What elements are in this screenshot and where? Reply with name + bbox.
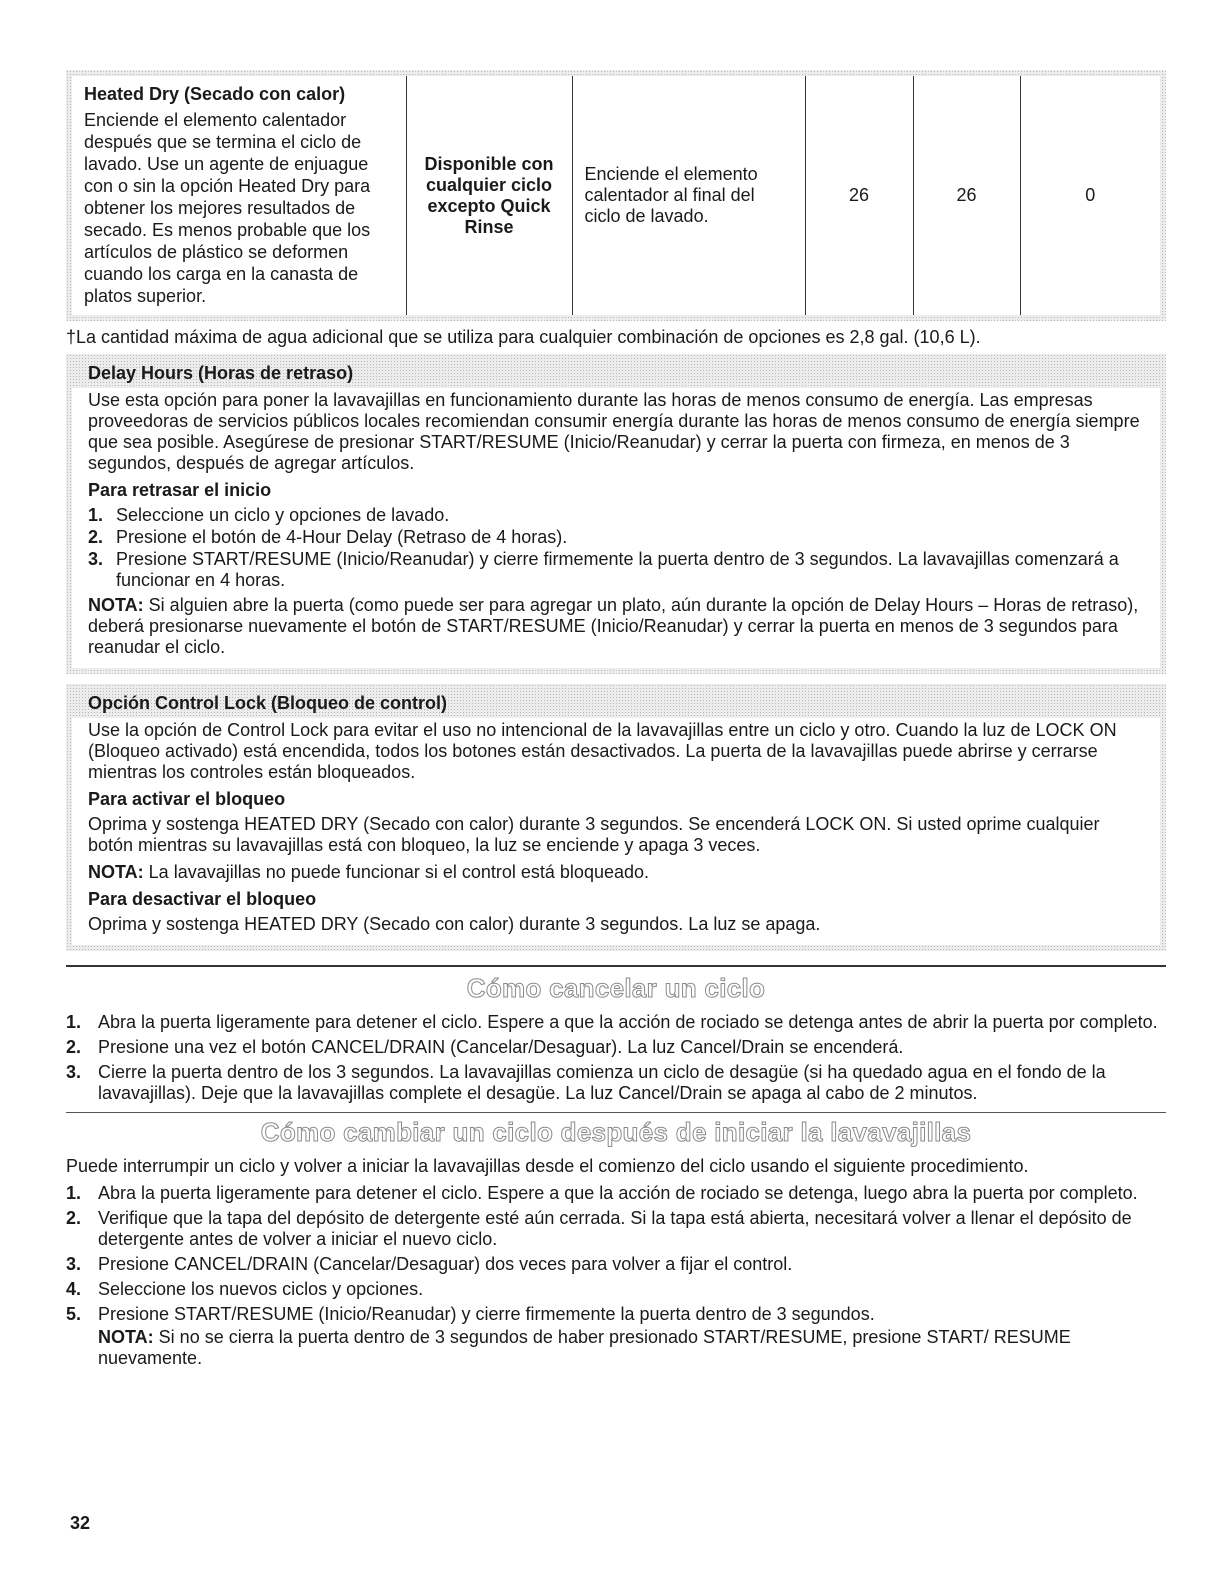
value-cell-1: 26	[805, 76, 913, 315]
step-text: Presione el botón de 4-Hour Delay (Retraso de 4 horas).	[116, 527, 568, 547]
change-section-body	[66, 1156, 1166, 1369]
note-text: Si no se cierra la puerta dentro de 3 segundos de haber presionado START/RESUME, presione START/ RESUME nuevamente.	[98, 1327, 1071, 1368]
step-text: Seleccione los nuevos ciclos y opciones.	[98, 1279, 424, 1299]
step-number: 1.	[88, 505, 104, 525]
step-text: Verifique que la tapa del depósito de detergente esté aún cerrada. Si la tapa está abierta, necesitará volver a llenar el depósito de detergente antes de volver a iniciar el nuevo ciclo.	[98, 1208, 1132, 1249]
step-number: 2.	[66, 1037, 82, 1057]
list-item	[88, 549, 1148, 591]
step-number: 1.	[66, 1012, 82, 1032]
delay-hours-body	[72, 388, 1160, 668]
lock-activate-heading: Para activar el bloqueo	[88, 789, 286, 809]
section-divider	[66, 1112, 1166, 1113]
lock-deactivate-heading: Para desactivar el bloqueo	[88, 889, 317, 909]
step-number: 2.	[66, 1208, 82, 1228]
step-text: Abra la puerta ligeramente para detener el ciclo. Espere a que la acción de rociado se detenga, luego abra la puerta por completo.	[98, 1183, 1138, 1203]
step-number: 3.	[66, 1254, 82, 1274]
cancel-section-body	[66, 1012, 1166, 1104]
change-section-title: Cómo cambiar un ciclo después de iniciar la lavavajillas	[260, 1117, 972, 1147]
lock-deactivate-text: Oprima y sostenga HEATED DRY (Secado con calor) durante 3 segundos. La luz se apaga.	[88, 914, 821, 934]
availability-cell: Disponible con cualquier ciclo excepto Quick Rinse	[406, 76, 572, 315]
list-item	[66, 1279, 1166, 1300]
step-number: 1.	[66, 1183, 82, 1203]
delay-note	[88, 595, 1148, 658]
note-text: Si alguien abre la puerta (como puede ser para agregar un plato, aún durante la opción de Delay Hours – Horas de retraso), deberá presionarse nuevamente el botón de START/RESUME (Inicio/Reanudar) y cerrar la puerta en menos de 3 segundos para reanudar el ciclo.	[88, 595, 1139, 657]
page-number: 32	[70, 1513, 91, 1533]
step-text: Presione START/RESUME (Inicio/Reanudar) y cierre firmemente la puerta dentro de 3 segundos. La lavavajillas comenzará a funcionar en 4 horas.	[116, 549, 1119, 590]
step-number: 5.	[66, 1304, 82, 1324]
list-item	[88, 527, 1148, 548]
step-number: 4.	[66, 1279, 82, 1299]
note-label: NOTA:	[98, 1327, 154, 1347]
delay-subheading: Para retrasar el inicio	[88, 480, 272, 500]
list-item	[66, 1012, 1166, 1033]
step-text: Presione START/RESUME (Inicio/Reanudar) y cierre firmemente la puerta dentro de 3 segundos.	[98, 1304, 875, 1324]
list-item	[66, 1304, 1166, 1369]
delay-steps	[88, 505, 1148, 591]
option-cell	[72, 76, 406, 315]
step-text: Abra la puerta ligeramente para detener el ciclo. Espere a que la acción de rociado se detenga antes de abrir la puerta por completo.	[98, 1012, 1158, 1032]
list-item	[66, 1254, 1166, 1275]
value-cell-2: 26	[913, 76, 1020, 315]
note-label: NOTA:	[88, 595, 144, 615]
value-cell-3: 0	[1020, 76, 1160, 315]
note-label: NOTA:	[88, 862, 144, 882]
options-table	[72, 76, 1160, 315]
list-item	[66, 1183, 1166, 1204]
delay-hours-title: Delay Hours (Horas de retraso)	[88, 363, 354, 383]
options-table-frame	[66, 70, 1166, 321]
step-text: Seleccione un ciclo y opciones de lavado.	[116, 505, 450, 525]
lock-note	[88, 862, 1148, 883]
note-text: La lavavajillas no puede funcionar si el control está bloqueado.	[148, 862, 650, 882]
list-item	[88, 505, 1148, 526]
delay-intro: Use esta opción para poner la lavavajillas en funcionamiento durante las horas de menos consumo de energía. Las empresas proveedoras de servicios públicos locales recomiendan consumir energía durante las horas de menos consumo de energía siempre que sea posible. Asegúrese de presionar START/RESUME (Inicio/Reanudar) y cerrar la puerta con firmeza, en menos de 3 segundos, después de agregar artículos.	[88, 390, 1140, 473]
step-text: Presione CANCEL/DRAIN (Cancelar/Desaguar) dos veces para volver a fijar el control.	[98, 1254, 793, 1274]
step-number: 2.	[88, 527, 104, 547]
change-steps	[66, 1183, 1166, 1369]
lock-intro: Use la opción de Control Lock para evitar el uso no intencional de la lavavajillas entre un ciclo y otro. Cuando la luz de LOCK ON (Bloqueo activado) está encendida, todos los botones están desactivados. La puerta de la lavavajillas puede abrirse y cerrarse mientras los controles están bloqueados.	[88, 720, 1117, 782]
control-lock-title: Opción Control Lock (Bloqueo de control)	[88, 693, 447, 713]
step-number: 3.	[88, 549, 104, 569]
page-content	[66, 70, 1166, 1373]
table-row	[72, 76, 1160, 315]
list-item	[66, 1208, 1166, 1250]
cancel-section-title: Cómo cancelar un ciclo	[466, 973, 766, 1003]
control-lock-box	[66, 684, 1166, 951]
lock-activate-text: Oprima y sostenga HEATED DRY (Secado con calor) durante 3 segundos. Se encenderá LOCK ON. Si usted oprime cualquier botón mientras su lavavajillas está con bloqueo, la luz se enciende y apaga 3 veces.	[88, 814, 1100, 855]
step-number: 3.	[66, 1062, 82, 1082]
effect-cell: Enciende el elemento calentador al final del ciclo de lavado.	[572, 76, 805, 315]
delay-hours-box	[66, 354, 1166, 674]
control-lock-body	[72, 718, 1160, 945]
section-divider	[66, 965, 1166, 967]
list-item	[66, 1037, 1166, 1058]
option-title: Heated Dry (Secado con calor)	[84, 84, 346, 104]
change-intro: Puede interrumpir un ciclo y volver a iniciar la lavavajillas desde el comienzo del ciclo usando el siguiente procedimiento.	[66, 1156, 1029, 1176]
step-text: Presione una vez el botón CANCEL/DRAIN (Cancelar/Desaguar). La luz Cancel/Drain se encenderá.	[98, 1037, 904, 1057]
list-item	[66, 1062, 1166, 1104]
change-note	[98, 1327, 1166, 1369]
cancel-steps	[66, 1012, 1166, 1104]
table-footnote: †La cantidad máxima de agua adicional que se utiliza para cualquier combinación de opciones es 2,8 gal. (10,6 L).	[66, 327, 981, 347]
step-text: Cierre la puerta dentro de los 3 segundos. La lavavajillas comienza un ciclo de desagüe (si ha quedado agua en el fondo de la lavavajillas). Deje que la lavavajillas complete el desagüe. La luz Cancel/Drain se apaga al cabo de 2 minutos.	[98, 1062, 1106, 1103]
option-description: Enciende el elemento calentador después que se termina el ciclo de lavado. Use un agente de enjuague con o sin la opción Heated Dry para obtener los mejores resultados de secado. Es menos probable que los artículos de plástico se deformen cuando los carga en la canasta de platos superior.	[84, 110, 371, 306]
